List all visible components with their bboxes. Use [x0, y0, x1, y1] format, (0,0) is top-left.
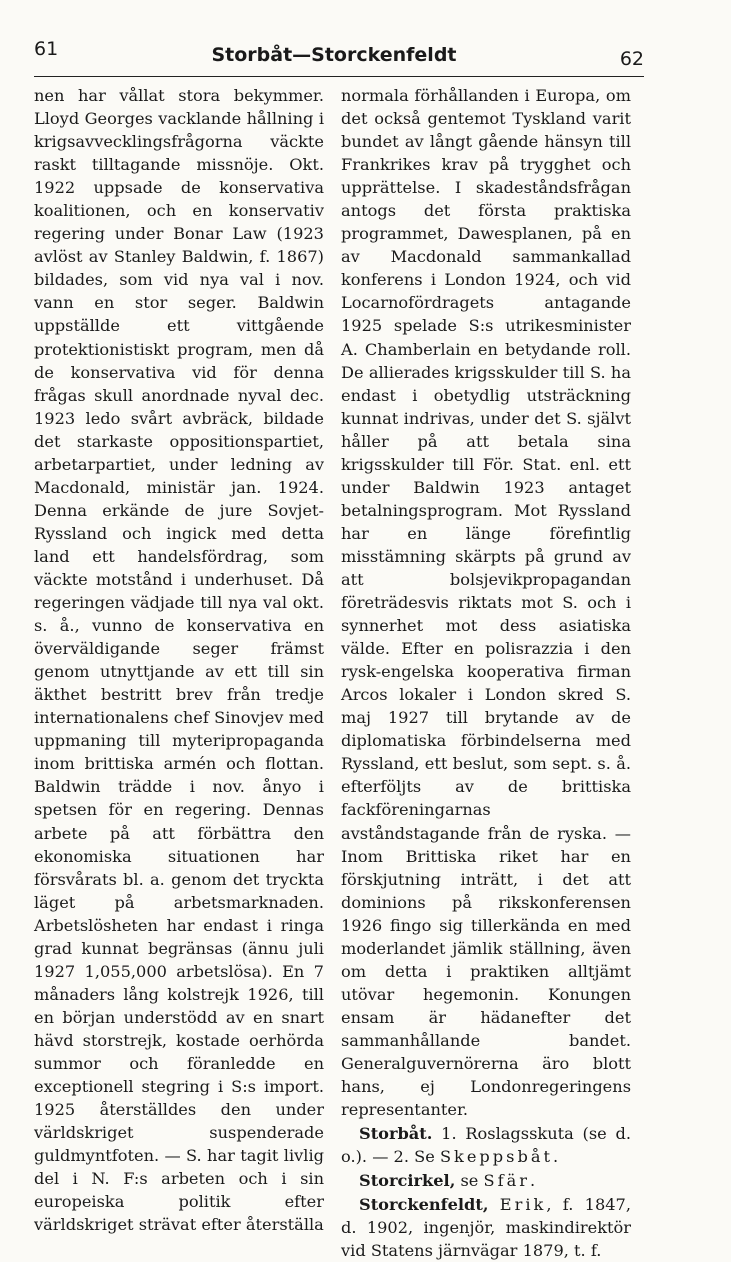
right-column-text: normala förhållanden i Europa, om det också gentemot Tyskland varit bundet av långt gående hänsyn till Frankrikes krav på trygghet och upprättelse. I skadeståndsfrågan antogs det första praktiska programmet, Dawesplanen, på en av Macdonald sammankallad konferens i London 1924, och vid Locarnofördragets antagande 1925 spelade S:s utrikesminister A. Chamberlain en betydande roll. De allierades krigsskulder till S. ha endast i obetydlig utsträckning kunnat indrivas, under det S. självt håller på att betala sina krigsskulder till För. Stat. enl. ett under Baldwin 1923 antaget betalningsprogram. Mot Ryssland har en länge förefintlig misstämning skärpts på grund av att bolsjevikpropagandan företrädesvis riktats mot S. och i synnerhet mot dess asiatiska välde. Efter en polisrazzia i den rysk-engelska kooperativa firman Arcos lokaler i London skred S. maj 1927 till brytande av de diplomatiska förbindelserna med Ryssland, ett beslut, som sept. s. å. efterföljts av de brittiska fackföreningarnas avståndstagande från de ryska. — Inom Brittiska riket har en förskjutning inträtt, i det att dominions på rikskonferensen 1926 fingo sig tillerkända en med moderlandet jämlik ställning, även om detta i praktiken alltjämt utövar hegemonin. Konungen ensam är hädanefter det sammanhållande bandet. Generalguvernörerna äro blott hans, ej Londonregeringens representanter.: [341, 86, 631, 1120]
entry-storckenfeldt: [341, 1193, 631, 1262]
headword-storcirkel: Storcirkel,: [359, 1171, 456, 1191]
entry-storbat-text-a: 1. Roslagsskuta (se d. o.). — 2. Se: [341, 1124, 631, 1167]
entry-storckenfeldt-text-b: , f. 1847, d. 1902, ingenjör, maskindirektör vid Statens järnvägar 1879, t. f.: [341, 1195, 631, 1261]
entry-storbat-text-b: .: [552, 1147, 559, 1167]
headword-storbat: Storbåt.: [359, 1124, 433, 1144]
entry-storckenfeldt-text-a: [488, 1195, 499, 1214]
entry-storcirkel-crossref: Sfär: [483, 1171, 530, 1191]
page-number-right: 62: [619, 48, 644, 70]
page-number-left: 61: [34, 38, 59, 60]
running-title: Storbåt—Storckenfeldt: [211, 44, 457, 66]
entry-storcirkel: [341, 1169, 631, 1192]
header-rule: [34, 76, 644, 77]
headword-storckenfeldt: Storckenfeldt,: [359, 1195, 489, 1215]
entry-storbat-crossref: Skeppsbåt: [439, 1147, 553, 1167]
entry-storcirkel-text-b: .: [530, 1171, 536, 1191]
page-header: [34, 38, 644, 78]
entry-storcirkel-text-a: se: [455, 1171, 484, 1191]
left-column-text: nen har vållat stora bekymmer. Lloyd Georges vacklande hållning i krigsavvecklingsfrågorna väckte raskt tilltagande missnöje. Okt. 1922 uppsade de konservativa koalitionen, och en konservativ regering under Bonar Law (1923 avlöst av Stanley Baldwin, f. 1867) bildades, som vid nya val i nov. vann en stor seger. Baldwin uppställde ett vittgående protektionistiskt program, men då de konservativa vid för denna frågas skull anordnade nyval dec. 1923 ledo svårt avbräck, bildade det starkaste oppositionspartiet, arbetarpartiet, under ledning av Macdonald, ministär jan. 1924. Denna erkände de jure Sovjet-Ryssland och ingick med detta land ett handelsfördrag, som väckte motstånd i underhuset. Då regeringen vädjade till nya val okt. s. å., vunno de konservativa en överväldigande seger främst genom utnyttjande av ett till sin äkthet bestritt brev från tredje internationalens chef Sinovjev med uppmaning till myteripropaganda inom brittiska armén och flottan. Baldwin trädde i nov. ånyo i spetsen för en regering. Dennas arbete på att förbättra den ekonomiska situationen har försvårats bl. a. genom det tryckta läget på arbetsmarknaden. Arbetslösheten har endast i ringa grad kunnat begränsas (ännu juli 1927 1,055,000 arbetslösa). En 7 månaders lång kolstrejk 1926, till en början understödd av en snart hävd storstrejk, kostade oerhörda summor och föranledde en exceptionell stegring i S:s import. 1925 återställdes den under världskriget suspenderade guldmyntfoten. — S. har tagit livlig del i N. F:s arbeten och i sin europeiska politik efter världskriget strävat efter återställa: [34, 86, 324, 1235]
left-column: [34, 84, 324, 1236]
entry-storbat: [341, 1122, 631, 1168]
entry-storckenfeldt-firstname: Erik: [499, 1195, 547, 1215]
right-column: [341, 84, 631, 1262]
